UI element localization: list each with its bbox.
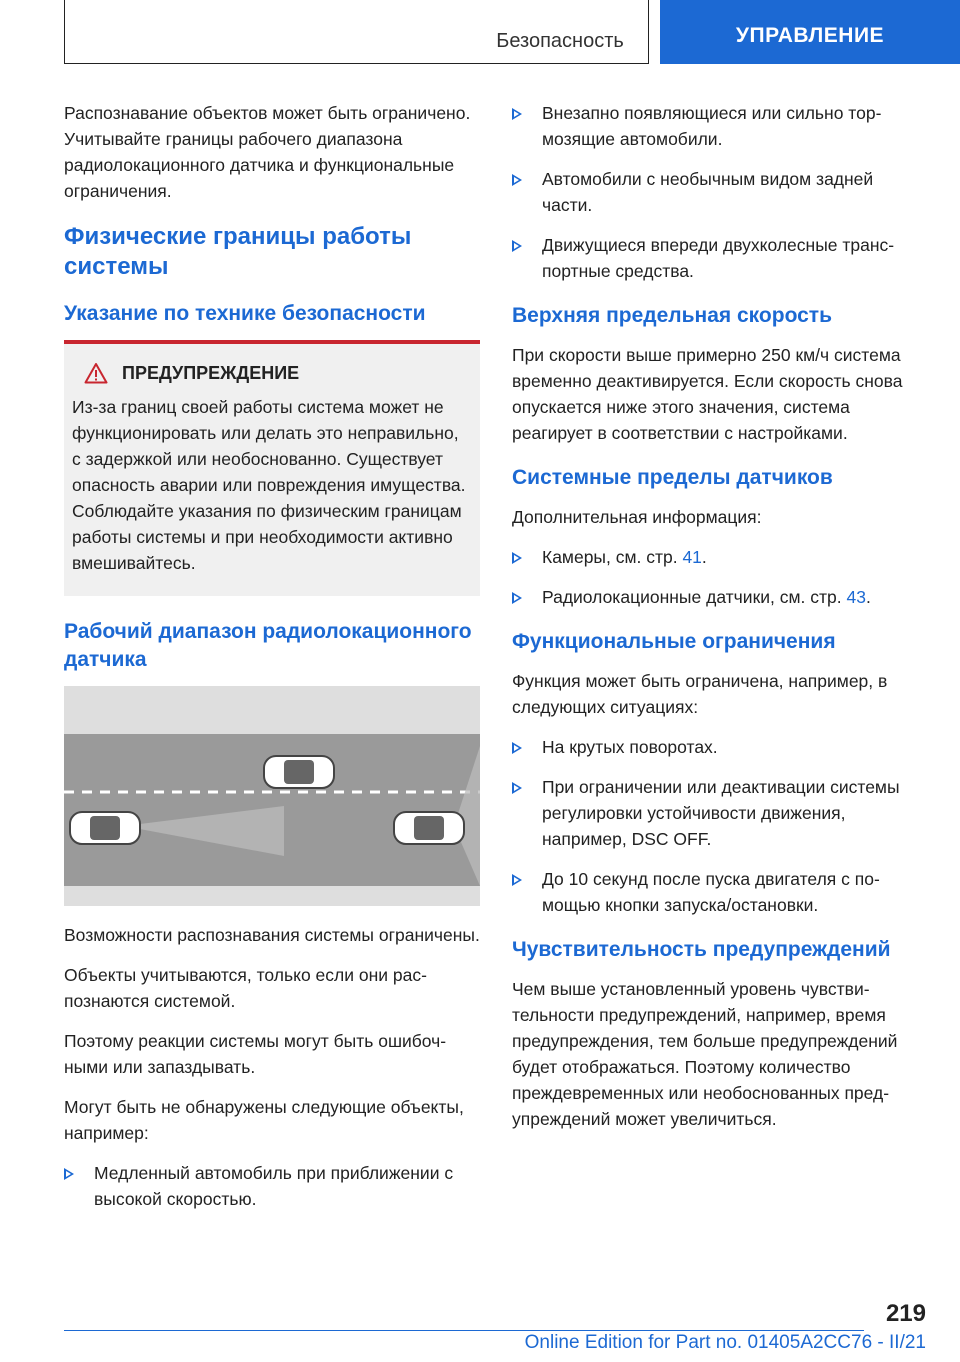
left-column (64, 100, 480, 1226)
paragraph-more-info: Дополнительная информация: (512, 507, 762, 527)
heading-radar-range: Рабочий диапазон радиолокационного датчика (64, 620, 472, 671)
page-link-cameras[interactable]: 41 (682, 547, 702, 567)
list-item (512, 866, 924, 918)
list-item-text: Движущиеся впереди двухколесные транспортные средства. (542, 235, 895, 281)
header-left-rule (64, 0, 65, 64)
list-item-text: Камеры, см. стр. (542, 547, 683, 567)
edition-info: Online Edition for Part no. 01405A2CC76 - II/21 (524, 1332, 926, 1353)
list-item: Радиолокационные датчики, см. стр. 43. (512, 584, 924, 610)
paragraph-detection-limited: Возможности распознавания системы ограничены. (64, 925, 480, 945)
bullet-triangle-icon (512, 742, 522, 754)
car-front-icon (264, 756, 334, 788)
radar-range-svg (64, 686, 480, 906)
heading-speed-limit: Верхняя предельная скорость (512, 304, 832, 327)
header-right-rule (648, 0, 649, 64)
heading-functional-limits: Функциональные ограничения (512, 630, 836, 653)
paragraph-speed: При скорости выше примерно 250 км/ч система временно деактивируется. Если скорость снова опускается ниже этого значения, система реагирует в соответствии с настройками. (512, 345, 903, 443)
warning-triangle-icon (84, 362, 108, 384)
paragraph-sensitivity: Чем выше установленный уровень чувствительности предупреждений, например, время предупреждения, тем больше предупреждений будет отображаться. Поэтому количество преждевременных или необоснованных предупреждений может увеличиться. (512, 979, 898, 1129)
list-item-text: При ограничении или деактивации системы регулировки устойчивости движения, например, DSC OFF. (542, 777, 900, 849)
bullet-triangle-icon (512, 174, 522, 186)
list-item-text: На крутых поворотах. (542, 737, 718, 757)
list-item-text: Внезапно появляющиеся или сильно тормозящие автомобили. (542, 103, 882, 149)
warning-header (84, 362, 468, 384)
bullet-triangle-icon (512, 782, 522, 794)
bullet-triangle-icon (64, 1168, 74, 1180)
heading-sensor-limits: Системные пределы датчиков (512, 466, 833, 489)
bullet-triangle-icon (512, 108, 522, 120)
bullet-triangle-icon (512, 592, 522, 604)
bullet-triangle-icon (512, 874, 522, 886)
list-item: Камеры, см. стр. 41. (512, 544, 924, 570)
heading-warning-sensitivity: Чувствительность предупреждений (512, 938, 891, 961)
paragraph-reactions: Поэтому реакции системы могут быть ошибочными или запаздывать. (64, 1031, 447, 1077)
list-item (512, 232, 924, 284)
page-link-radar[interactable]: 43 (846, 587, 866, 607)
header-section-title: Безопасность (496, 30, 624, 52)
page-number: 219 (885, 1300, 926, 1327)
paragraph-not-detected: Могут быть не обнаружены следующие объекты, например: (64, 1097, 464, 1143)
list-item (512, 734, 924, 760)
list-item (512, 774, 924, 852)
warning-text: Из-за границ своей работы система может не функционировать или делать это неправильно, с задержкой или необоснованно. Существует опасность аварии или повреждения имущества. Соблюдайте указания по физическим границам работы системы и при необходимости активно вмешивайтесь. (72, 397, 466, 573)
footer-rule (64, 1330, 864, 1331)
warning-title: ПРЕДУПРЕЖДЕНИЕ (122, 362, 300, 383)
car-right-icon (394, 812, 464, 844)
bullet-triangle-icon (512, 552, 522, 564)
car-left-icon (70, 812, 140, 844)
intro-paragraph: Распознавание объектов может быть ограничено. Учитывайте границы рабочего диапазона радиолокационного датчика и функциональные ограничения. (64, 103, 471, 201)
paragraph-func-intro: Функция может быть ограничена, например, в следующих ситуациях: (512, 671, 888, 717)
header-chapter-tab[interactable]: УПРАВЛЕНИЕ (660, 0, 960, 64)
heading-safety-note: Указание по технике безопасности (64, 302, 426, 325)
heading-physical-limits: Физические границы работы системы (64, 223, 412, 280)
list-item (64, 1160, 480, 1212)
radar-range-illustration (64, 686, 480, 906)
list-item-text: Радиолокационные датчики, см. стр. (542, 587, 847, 607)
list-item (512, 100, 924, 152)
list-item-text: Медленный автомобиль при приближении с высокой скоростью. (94, 1163, 454, 1209)
list-item-text: Автомобили с необычным видом задней части. (542, 169, 874, 215)
right-column (512, 100, 924, 1146)
bullet-triangle-icon (512, 240, 522, 252)
header-bottom-rule (64, 63, 649, 64)
list-item (512, 166, 924, 218)
warning-box (64, 340, 480, 596)
list-item-text: До 10 секунд после пуска двигателя с помощью кнопки запуска/остановки. (542, 869, 880, 915)
paragraph-objects-considered: Объекты учитываются, только если они распознаются системой. (64, 965, 427, 1011)
